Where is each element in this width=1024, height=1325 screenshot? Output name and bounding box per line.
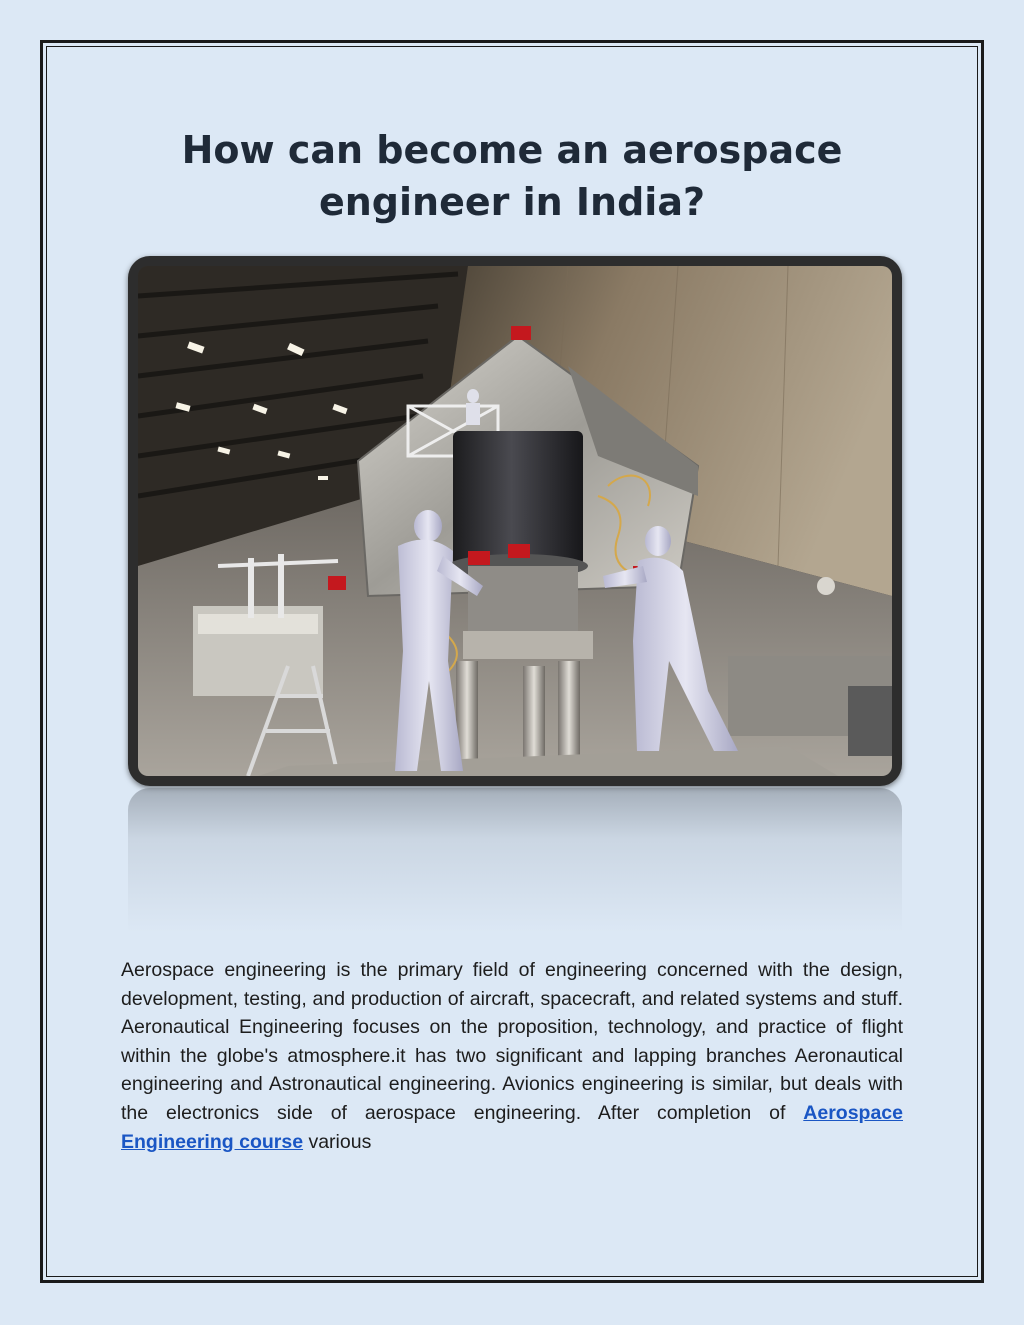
page-title: How can become an aerospace engineer in India?: [181, 128, 843, 224]
aerospace-course-link[interactable]: Aerospace Engineering course: [121, 1101, 903, 1153]
photo-reflection: [128, 788, 902, 933]
spacecraft-cleanroom-photo: [138, 266, 892, 776]
paragraph-text: Aerospace engineering is the primary field of engineering concerned with the design, development, testing, and production of aircraft, spacecraft, and related systems and stuff. Aeronautical Engineering focuses on the proposition, technology, and practice of flight within the globe's atmosphere.it has two significant and lapping branches Aeronautical engineering and Astronautical engineering. Avionics engineering is similar, but deals with the electronics side of aerospace engineering. After completion of: [121, 959, 903, 1124]
photo-frame: [128, 256, 902, 786]
paragraph-text-tail: various: [303, 1130, 372, 1153]
body-paragraph: [121, 956, 903, 1156]
